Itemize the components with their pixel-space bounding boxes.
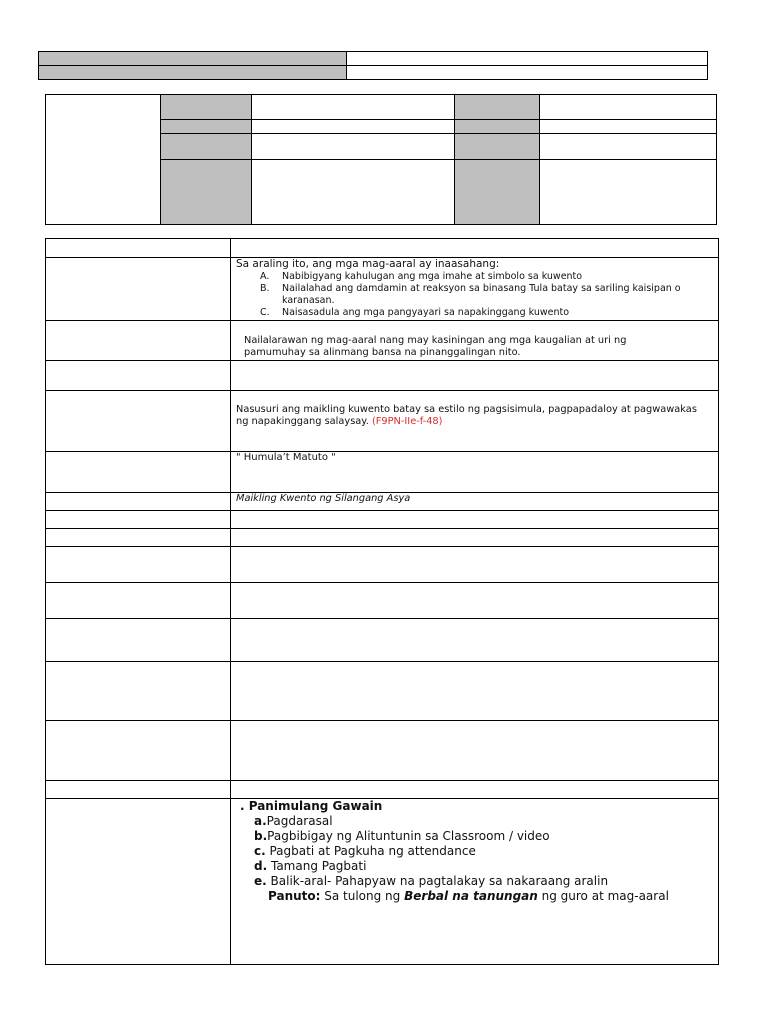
info-value-r1-c1 bbox=[251, 94, 455, 120]
info-value-r4-c2 bbox=[539, 159, 717, 225]
pamamaraan-item-d bbox=[254, 859, 366, 874]
info-label-r1-c2 bbox=[454, 94, 540, 120]
layunin-item-c bbox=[260, 307, 569, 318]
info-value-r2-c2 bbox=[539, 119, 717, 134]
row-line bbox=[45, 720, 719, 721]
info-label-r3-c1 bbox=[160, 133, 252, 160]
row-line bbox=[45, 618, 719, 619]
info-value-r3-c2 bbox=[539, 133, 717, 160]
row-line bbox=[45, 510, 719, 511]
item-letter: e. bbox=[254, 874, 267, 888]
layunin-item-b-cont: karanasan. bbox=[282, 295, 335, 306]
item-letter: a. bbox=[254, 814, 267, 828]
item-letter: b. bbox=[254, 829, 268, 843]
paksa-title: " Humula’t Matuto " bbox=[236, 452, 336, 463]
item-text: Pagdarasal bbox=[266, 814, 333, 828]
info-label-r4-c1 bbox=[160, 159, 252, 225]
item-text: Pagbibigay ng Alituntunin sa Classroom / video bbox=[267, 829, 550, 843]
pamantayan-line-2: pamumuhay sa alinmang bansa na pinanggalingan nito. bbox=[244, 347, 521, 358]
item-letter: c. bbox=[254, 844, 266, 858]
layunin-item-b bbox=[260, 283, 681, 294]
pamantayan-line-1: Nailalarawan ng mag-aaral nang may kasiningan ang mga kaugalian at uri ng bbox=[244, 335, 627, 346]
pamamaraan-item-b bbox=[254, 829, 550, 844]
layunin-intro: Sa araling ito, ang mga mag-aaral ay inaasahang: bbox=[236, 258, 500, 270]
info-label-r2-c2 bbox=[454, 119, 540, 134]
info-label-r3-c2 bbox=[454, 133, 540, 160]
panuto-line bbox=[268, 889, 669, 904]
lesson-table-divider bbox=[230, 238, 231, 965]
row-line bbox=[45, 390, 719, 391]
header-value-cell-1 bbox=[346, 51, 708, 66]
header-value-cell-2 bbox=[346, 65, 708, 80]
info-value-r4-c1 bbox=[251, 159, 455, 225]
info-label-r4-c2 bbox=[454, 159, 540, 225]
panuto-label: Panuto: bbox=[268, 889, 321, 903]
kasanayan-code: (F9PN-IIe-f-48) bbox=[371, 416, 443, 427]
header-label-cell-1 bbox=[38, 51, 347, 66]
row-line bbox=[45, 582, 719, 583]
panuto-post: ng guro at mag-aaral bbox=[537, 889, 669, 903]
kasanayan-line-1: Nasusuri ang maikling kuwento batay sa estilo ng pagsisimula, pagpapadaloy at pagwawakas bbox=[236, 404, 697, 415]
kasanayan-text: ng napakinggang salaysay. bbox=[236, 416, 369, 427]
layunin-marker: B. bbox=[260, 283, 270, 294]
item-text: Pagbati at Pagkuha ng attendance bbox=[265, 844, 476, 858]
row-line bbox=[45, 780, 719, 781]
layunin-marker: A. bbox=[260, 271, 270, 282]
nilalaman-text: Maikling Kwento ng Silangang Asya bbox=[236, 493, 411, 504]
pamamaraan-heading bbox=[240, 799, 382, 814]
item-letter: d. bbox=[254, 859, 268, 873]
info-logo-cell bbox=[45, 94, 161, 225]
info-value-r3-c1 bbox=[251, 133, 455, 160]
layunin-text: Naisasadula ang mga pangyayari sa napakinggang kuwento bbox=[282, 307, 570, 318]
info-label-r1-c1 bbox=[160, 94, 252, 120]
header-label-cell-2 bbox=[38, 65, 347, 80]
info-value-r2-c1 bbox=[251, 119, 455, 134]
info-value-r1-c2 bbox=[539, 94, 717, 120]
info-label-r2-c1 bbox=[160, 119, 252, 134]
pamamaraan-item-a bbox=[254, 814, 333, 829]
row-line bbox=[45, 661, 719, 662]
layunin-item-a bbox=[260, 271, 582, 282]
row-line bbox=[45, 320, 719, 321]
layunin-marker: C. bbox=[260, 307, 270, 318]
pamamaraan-item-e bbox=[254, 874, 608, 889]
item-text: Balik-aral- Pahapyaw na pagtalakay sa nakaraang aralin bbox=[266, 874, 609, 888]
panuto-emph: Berbal na tanungan bbox=[404, 889, 538, 903]
row-line bbox=[45, 451, 719, 452]
row-line bbox=[45, 528, 719, 529]
pamamaraan-item-c bbox=[254, 844, 476, 859]
panuto-pre: Sa tulong ng bbox=[320, 889, 405, 903]
layunin-text: Nabibigyang kahulugan ang mga imahe at simbolo sa kuwento bbox=[282, 271, 583, 282]
pamamaraan-heading-text: . Panimulang Gawain bbox=[240, 799, 383, 813]
row-line bbox=[45, 360, 719, 361]
row-line bbox=[45, 546, 719, 547]
kasanayan-line-2 bbox=[236, 416, 443, 428]
layunin-text: Nailalahad ang damdamin at reaksyon sa binasang Tula batay sa sariling kaisipan o bbox=[282, 283, 681, 294]
item-text: Tamang Pagbati bbox=[267, 859, 367, 873]
